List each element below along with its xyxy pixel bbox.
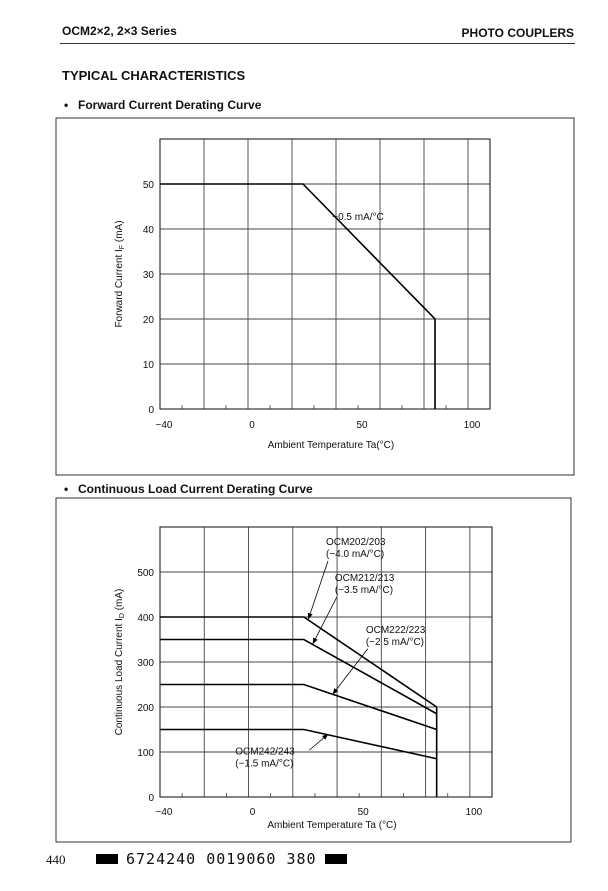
x-axis-label: Ambient Temperature Ta(°C) bbox=[267, 440, 395, 451]
y-tick-label: 300 bbox=[137, 658, 154, 669]
x-tick-label: 100 bbox=[465, 807, 483, 818]
y-tick-label: 20 bbox=[142, 315, 154, 326]
arrowhead-icon bbox=[308, 613, 313, 619]
series-line-if bbox=[160, 184, 435, 409]
chart-2 bbox=[56, 498, 571, 842]
series-slope-label: (−2 5 mA/°C) bbox=[365, 636, 425, 648]
section-title: TYPICAL CHARACTERISTICS bbox=[62, 68, 246, 83]
y-tick-label: 0 bbox=[148, 405, 154, 416]
leader-line bbox=[308, 561, 328, 619]
x-tick-label: 50 bbox=[357, 807, 369, 818]
series-label: OCM202/203 bbox=[326, 537, 386, 548]
x-tick-label: 0 bbox=[249, 420, 255, 431]
series-line-ocm212-213 bbox=[160, 640, 437, 714]
y-tick-label: 10 bbox=[142, 360, 154, 371]
slope-annotation: −0.5 mA/°C bbox=[332, 212, 384, 223]
page-number: 440 bbox=[46, 852, 66, 867]
x-tick-label: −40 bbox=[155, 807, 173, 818]
footer-barcode bbox=[96, 850, 347, 868]
bullet-icon: • bbox=[64, 98, 69, 112]
chart-1 bbox=[56, 118, 574, 475]
y-tick-label: 500 bbox=[137, 568, 154, 579]
series-slope-label: (−4.0 mA/°C) bbox=[326, 549, 385, 560]
y-tick-label: 50 bbox=[142, 180, 154, 191]
y-tick-label: 30 bbox=[142, 270, 154, 281]
x-tick-label: 50 bbox=[356, 420, 368, 431]
x-tick-label: 100 bbox=[463, 420, 481, 431]
x-tick-label: −40 bbox=[155, 420, 173, 431]
barcode-block-right bbox=[325, 854, 347, 864]
series-slope-label: (−3.5 mA/°C) bbox=[334, 585, 394, 596]
chart-1-title: Forward Current Derating Curve bbox=[78, 98, 262, 112]
series-line-ocm242-243 bbox=[160, 730, 437, 759]
chart-frame bbox=[56, 118, 574, 475]
series-label: OCM222/223 bbox=[365, 624, 426, 636]
header-category: PHOTO COUPLERS bbox=[461, 26, 574, 40]
chart-frame bbox=[56, 498, 571, 842]
header-series-title: OCM2×2, 2×3 Series bbox=[62, 24, 177, 38]
series-label: OCM242/243 bbox=[235, 746, 295, 758]
y-axis-label: Continuous Load Current $I_D$ (mA) bbox=[114, 588, 126, 736]
bullet-icon: • bbox=[64, 482, 69, 496]
barcode-block-left bbox=[96, 854, 118, 864]
y-tick-label: 400 bbox=[137, 613, 154, 624]
y-tick-label: 100 bbox=[137, 748, 154, 759]
y-tick-label: 0 bbox=[148, 793, 154, 804]
series-label: OCM212/213 bbox=[334, 573, 395, 584]
y-axis-label: Forward Current $I_F$ (mA) bbox=[114, 220, 126, 328]
series-slope-label: (−1.5 mA/°C) bbox=[235, 758, 294, 770]
y-tick-label: 200 bbox=[137, 703, 154, 714]
x-tick-label: 0 bbox=[249, 807, 256, 818]
x-axis-label: Ambient Temperature Ta (°C) bbox=[267, 820, 397, 831]
chart-2-title: Continuous Load Current Derating Curve bbox=[78, 482, 313, 496]
barcode-text: 6724240 0019060 380 bbox=[126, 850, 317, 868]
y-tick-label: 40 bbox=[142, 225, 154, 236]
